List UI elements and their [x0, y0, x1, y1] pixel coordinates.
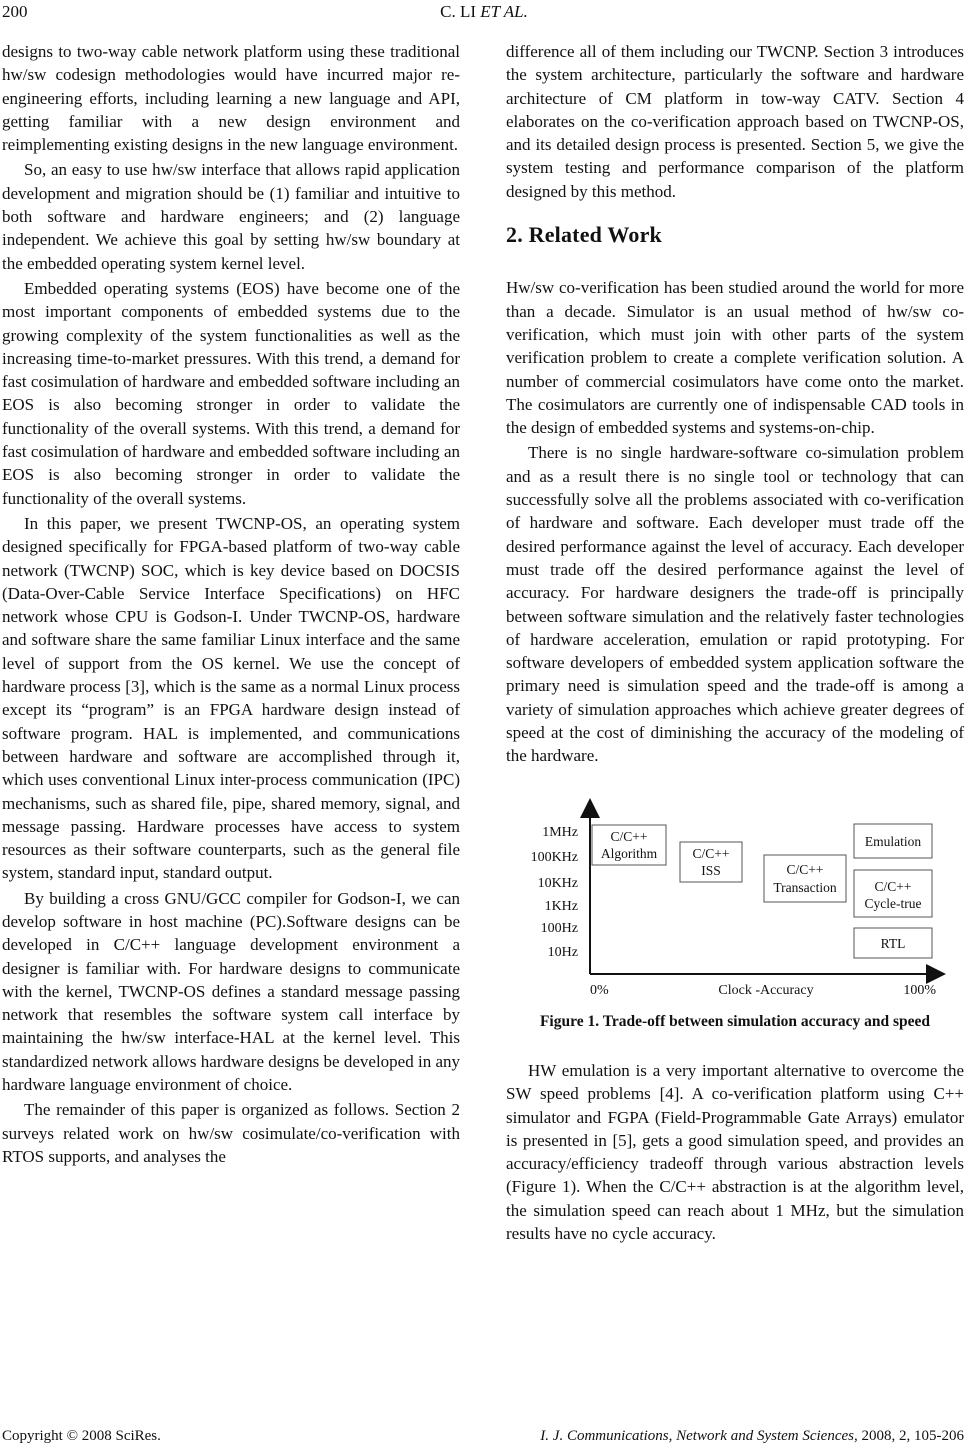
box-label: C/C++ [692, 845, 730, 861]
y-tick-label: 100Hz [540, 920, 578, 936]
copyright-notice: Copyright © 2008 SciRes. [2, 1428, 161, 1444]
right-column [506, 40, 964, 1245]
journal-citation [540, 1428, 964, 1445]
y-tick-label: 1MHz [542, 824, 578, 840]
journal-issue: , 2008, 2, 105-206 [854, 1428, 964, 1444]
running-head-et-al: ET AL. [480, 2, 528, 21]
paragraph: In this paper, we present TWCNP-OS, an operating system designed specifically for FPGA-based platform of two-way cable network (TWCNP) SOC, which is key device based on DOCSIS (Data-Over-Cable Service Interface Specifications) on HFC network whose CPU is Godson-I. Under TWCNP-OS, hardware and software share the same familiar Linux interface and the same level of support from the OS kernel. We use the concept of hardware process [3], which is the same as a normal Linux process except its “program” is an FPGA hardware design instead of software program. HAL is implemented, and communications between hardware and software are accomplished through it, which uses conventional Linux inter-process communication (IPC) mechanisms, such as shared file, pipe, shared memory, signal, and message passing. Hardware processes have access to system resources as their software counterparts, such as the general file system, standard input, standard output. [2, 513, 460, 883]
page-number: 200 [2, 2, 28, 21]
paragraph: By building a cross GNU/GCC compiler for Godson-I, we can develop software in host machine (PC).Software designs can be developed in C/C++ language development environment a designer is familiar with. For hardware designs to communicate with the kernel, TWCNP-OS defines a standard message passing network that resembles the software system call interface by maintaining the hw/sw interface-HAL at the kernel level. This standardized network allows hardware designs be developed in any hardware language environment of choice. [2, 888, 460, 1095]
box-label: Emulation [864, 833, 922, 849]
y-tick-label: 1KHz [544, 898, 578, 914]
box-label: Algorithm [600, 845, 658, 861]
page-header [0, 0, 968, 26]
section-title: 2. Related Work [506, 222, 662, 248]
figure-caption: Figure 1. Trade-off between simulation accuracy and speed [539, 1012, 931, 1030]
journal-name: I. J. Communications, Network and System Sciences [540, 1428, 854, 1444]
paragraph: difference all of them including our TWCNP. Section 3 introduces the system architecture, particularly the software and hardware architecture of CM platform in tow-way CATV. Section 4 elaborates on the co-verification approach based on TWCNP-OS, and its detailed design process is presented. Section 5, we give the system testing and performance comparison of the platform designed by this method. [506, 42, 964, 201]
paragraph: designs to two-way cable network platform using these traditional hw/sw codesign methodologies would have incurred major re-engineering efforts, including learning a new language and API, getting familiar with a new design environment and reimplementing existing designs in the new language environment. [2, 42, 460, 155]
running-head [0, 2, 968, 22]
left-column [2, 40, 460, 1168]
tradeoff-diagram [506, 796, 964, 1006]
paragraph: So, an easy to use hw/sw interface that allows rapid application development and migration should be (1) familiar and intuitive to both software and hardware engineers; and (2) language independent. We achieve this goal by setting hw/sw boundary at the embedded operating system kernel level. [2, 160, 460, 273]
running-head-author: C. LI [440, 2, 477, 21]
x-axis-label: Clock -Accuracy [718, 982, 814, 998]
paragraph: The remainder of this paper is organized as follows. Section 2 surveys related work on hw/sw cosimulate/co-verification with RTOS supports, and analyses the [2, 1100, 460, 1166]
paragraph: HW emulation is a very important alternative to overcome the SW speed problems [4]. A co-verification platform using C++ simulator and FGPA (Field-Programmable Gate Arrays) emulator is presented in [5], gets a good simulation speed, and provides an accuracy/efficiency tradeoff through various abstraction levels (Figure 1). When the C/C++ abstraction is at the algorithm level, the simulation speed can reach about 1 MHz, but the simulation results have no cycle accuracy. [506, 1060, 964, 1243]
box-label: C/C++ [786, 861, 824, 877]
box-label: C/C++ [874, 878, 912, 894]
y-tick-label: 10KHz [537, 875, 578, 891]
box-label: ISS [701, 862, 721, 878]
box-label: RTL [880, 935, 906, 951]
paragraph: Embedded operating systems (EOS) have become one of the most important components of embedded systems due to the growing complexity of the system functionalities as well as the increasing time-to-market pressures. With this trend, a demand for fast cosimulation of hardware and embedded software including an EOS is also becoming stronger in order to validate the functionality of the overall systems. With this trend, a demand for fast cosimulation of hardware and embedded software including an EOS is also becoming stronger in order to validate the functionality of the overall systems. [2, 278, 460, 508]
paragraph: Hw/sw co-verification has been studied around the world for more than a decade. Simulator is an usual method of hw/sw co-verification, which must join with other parts of the system verification problem to create a complete verification solution. A number of commercial cosimulators have come onto the market. The cosimulators are currently one of indispensable CAD tools in the design of embedded systems and systems-on-chip. [506, 278, 964, 438]
y-tick-label: 100KHz [530, 849, 578, 865]
box-label: Transaction [773, 879, 837, 895]
figure-tradeoff-diagram [506, 796, 964, 1006]
x-start-label: 0% [590, 982, 609, 998]
paragraph: There is no single hardware-software co-simulation problem and as a result there is no single tool or technology that can successfully solve all the problems associated with co-verification of hardware and software. Each developer must trade off the desired performance against the level of accuracy. Each developer must trade off the desired performance against the level of accuracy. For hardware designers the trade-off is principally between software simulation and the relatively faster technologies of hardware acceleration, emulation or rapid prototyping. For software developers of embedded system application software the primary need is simulation speed and the trade-off is among a variety of simulation approaches which achieve greater degrees of speed at the cost of diminishing the accuracy of the modeling of the hardware. [506, 443, 964, 766]
box-label: C/C++ [610, 828, 648, 844]
box-label: Cycle-true [864, 895, 922, 911]
y-tick-label: 10Hz [547, 944, 578, 960]
x-end-label: 100% [903, 982, 936, 998]
